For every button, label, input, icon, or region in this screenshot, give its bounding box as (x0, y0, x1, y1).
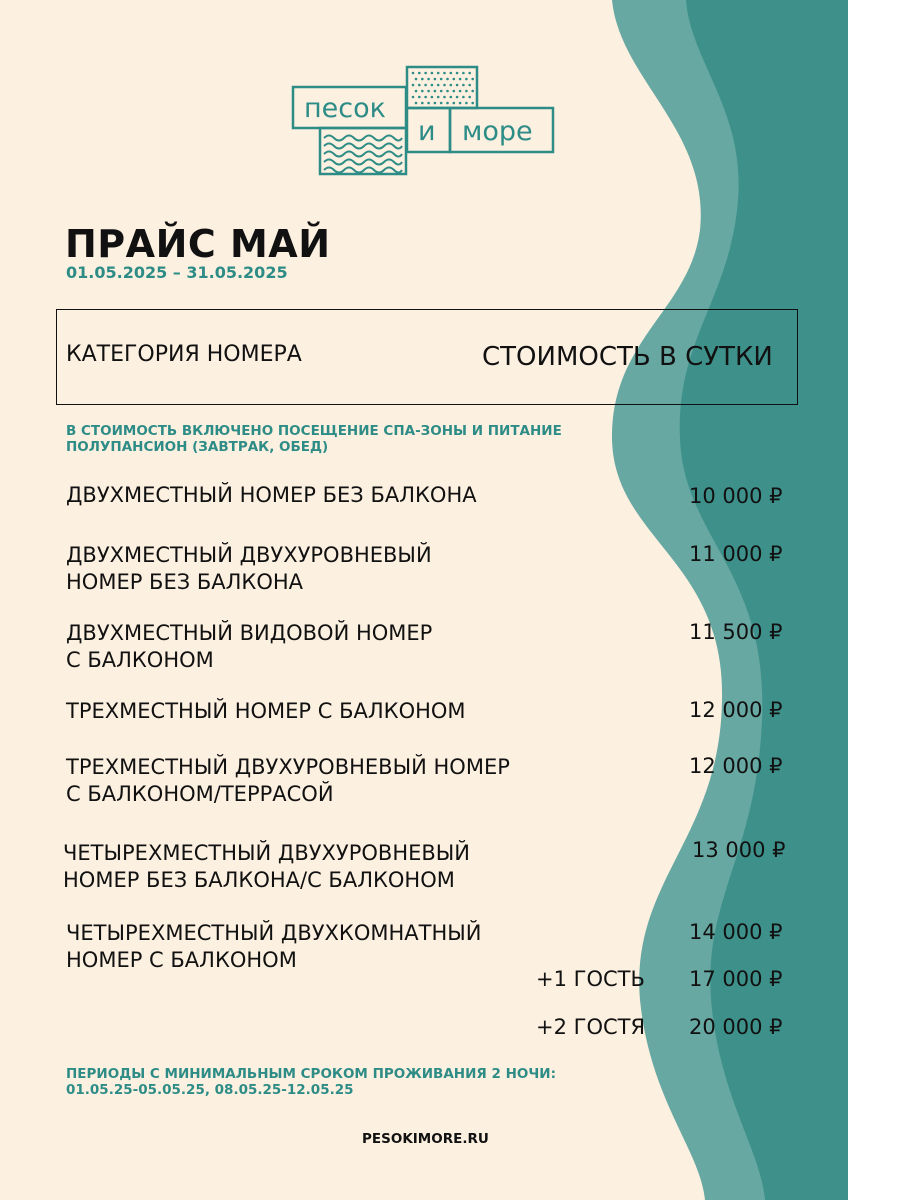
room-price: 11 500 ₽ (689, 620, 783, 644)
included-note: В СТОИМОСТЬ ВКЛЮЧЕНО ПОСЕЩЕНИЕ СПА-ЗОНЫ И ПИТАНИЕ ПОЛУПАНСИОН (ЗАВТРАК, ОБЕД) (66, 423, 562, 455)
date-range: 01.05.2025 – 31.05.2025 (66, 263, 288, 282)
room-price: 14 000 ₽ (689, 920, 783, 944)
header-category: КАТЕГОРИЯ НОМЕРА (66, 342, 302, 367)
room-name: ЧЕТЫРЕХМЕСТНЫЙ ДВУХКОМНАТНЫЙ НОМЕР С БАЛКОНОМ (66, 921, 482, 972)
room-name: ДВУХМЕСТНЫЙ ВИДОВОЙ НОМЕР С БАЛКОНОМ (66, 621, 433, 672)
extra-guest-price: 20 000 ₽ (689, 1015, 783, 1039)
logo-word-i: и (418, 116, 436, 147)
room-name: ДВУХМЕСТНЫЙ НОМЕР БЕЗ БАЛКОНА (66, 483, 477, 507)
logo-word-pesok: песок (304, 93, 386, 124)
room-name: ДВУХМЕСТНЫЙ ДВУХУРОВНЕВЫЙ НОМЕР БЕЗ БАЛКОНА (66, 543, 432, 594)
room-price: 12 000 ₽ (689, 698, 783, 722)
room-price: 10 000 ₽ (689, 484, 783, 508)
room-price: 13 000 ₽ (692, 838, 786, 862)
room-name: ТРЕХМЕСТНЫЙ ДВУХУРОВНЕВЫЙ НОМЕР С БАЛКОНОМ/ТЕРРАСОЙ (66, 755, 510, 806)
dots-pattern-icon (412, 72, 474, 105)
min-stay-note: ПЕРИОДЫ С МИНИМАЛЬНЫМ СРОКОМ ПРОЖИВАНИЯ 2 НОЧИ: 01.05.25-05.05.25, 08.05.25-12.05.25 (66, 1066, 556, 1098)
extra-guest-price: 17 000 ₽ (689, 967, 783, 991)
page-title: ПРАЙС МАЙ (65, 222, 331, 266)
extra-guest-label: +2 ГОСТЯ (536, 1015, 646, 1039)
waves-pattern-icon (324, 136, 402, 173)
extra-guest-label: +1 ГОСТЬ (536, 967, 645, 991)
room-name: ЧЕТЫРЕХМЕСТНЫЙ ДВУХУРОВНЕВЫЙ НОМЕР БЕЗ БАЛКОНА/С БАЛКОНОМ (63, 841, 471, 892)
room-price: 11 000 ₽ (689, 542, 783, 566)
website-link[interactable]: PESOKIMORE.RU (362, 1131, 489, 1147)
brand-logo (290, 64, 560, 179)
header-price: СТОИМОСТЬ В СУТКИ (482, 342, 773, 372)
room-price: 12 000 ₽ (689, 754, 783, 778)
logo-word-more: море (462, 116, 533, 147)
room-name: ТРЕХМЕСТНЫЙ НОМЕР С БАЛКОНОМ (66, 699, 466, 723)
